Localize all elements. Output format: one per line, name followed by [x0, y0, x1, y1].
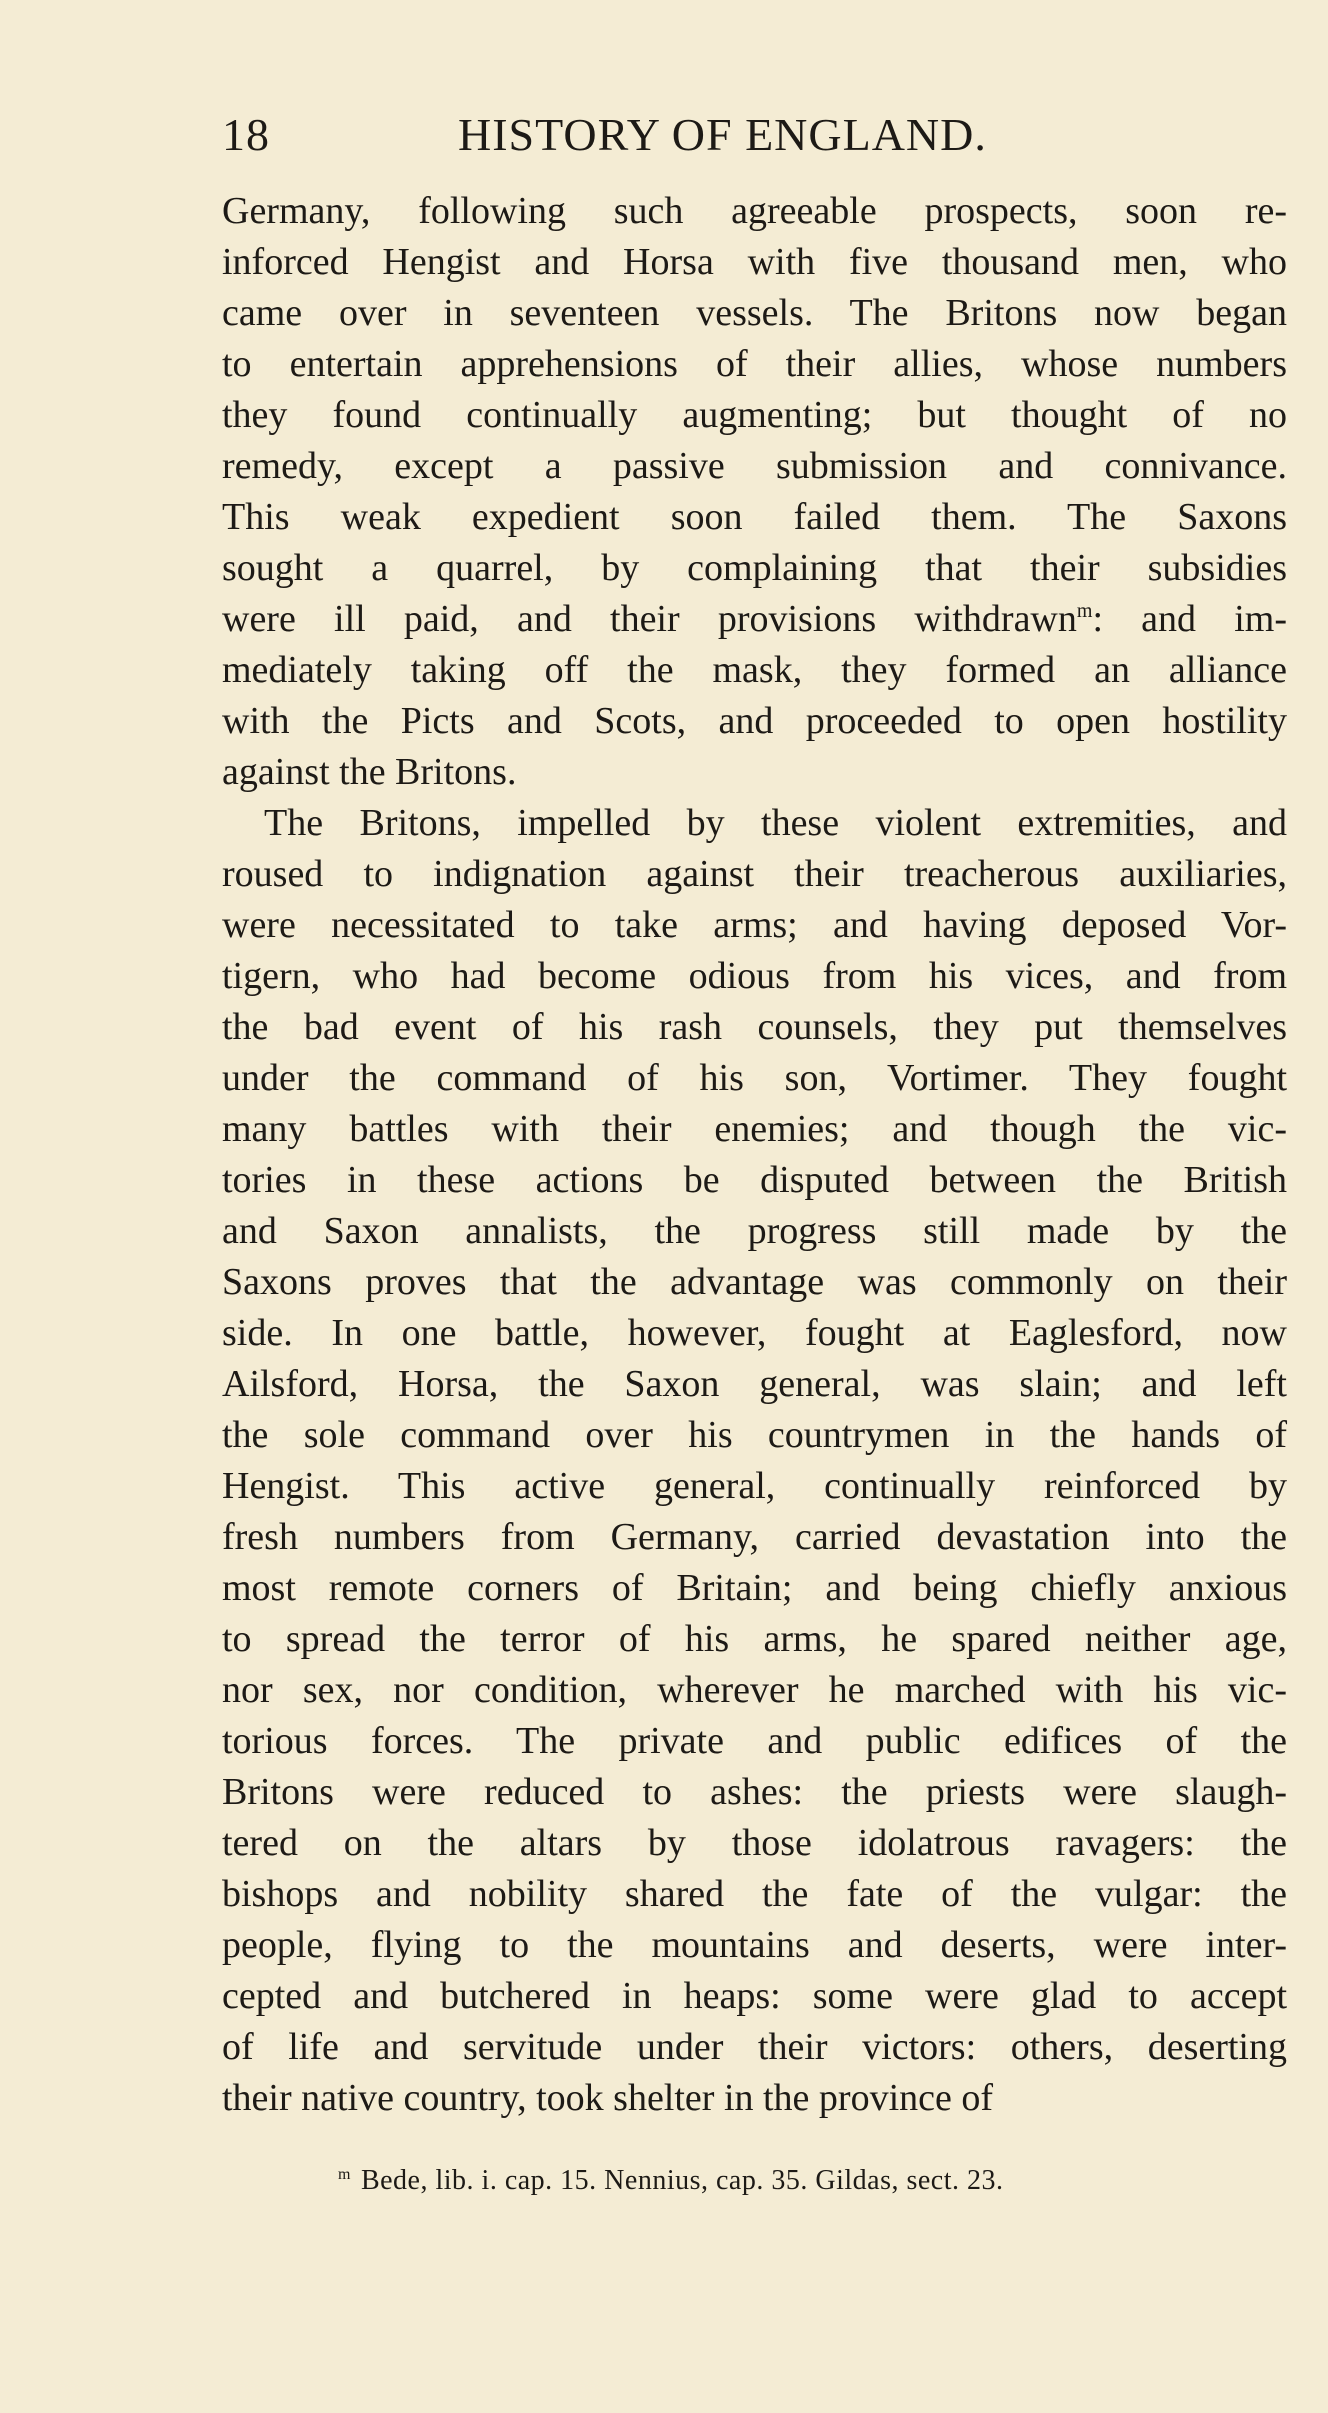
text-line [222, 1359, 1287, 1410]
text-line [222, 1206, 1287, 1257]
line-text: Saxons proves that the advantage was commonly on their [222, 1261, 1287, 1303]
text-line [222, 1716, 1287, 1767]
line-text: came over in seventeen vessels. The Britons now began [222, 292, 1287, 334]
text-line [222, 1002, 1287, 1053]
page-header [222, 108, 1287, 168]
text-line [222, 951, 1287, 1002]
paragraph-1 [222, 186, 1287, 798]
text-line [222, 645, 1287, 696]
text-line [222, 1767, 1287, 1818]
line-text: remedy, except a passive submission and connivance. [222, 445, 1287, 487]
line-text: torious forces. The private and public edifices of the [222, 1720, 1287, 1762]
text-line [222, 1971, 1287, 2022]
line-text: cepted and butchered in heaps: some were glad to accept [222, 1975, 1287, 2017]
footnote-marker: m [338, 2166, 351, 2183]
line-text: tigern, who had become odious from his vices, and from [222, 955, 1287, 997]
running-head: HISTORY OF ENGLAND. [458, 109, 987, 160]
line-text: against the Britons. [222, 751, 517, 793]
line-text: were ill paid, and their provisions withdrawn [222, 598, 1077, 640]
line-text: the sole command over his countrymen in the hands of [222, 1414, 1287, 1456]
body-text [222, 186, 1287, 2124]
line-text: most remote corners of Britain; and being chiefly anxious [222, 1567, 1287, 1609]
text-line [222, 849, 1287, 900]
paragraph-2 [222, 798, 1287, 2124]
line-text: Germany, following such agreeable prospects, soon re- [222, 190, 1287, 232]
line-text: Hengist. This active general, continually reinforced by [222, 1465, 1287, 1507]
line-text: they found continually augmenting; but thought of no [222, 394, 1287, 436]
text-line [222, 1155, 1287, 1206]
line-text: nor sex, nor condition, wherever he marched with his vic- [222, 1669, 1287, 1711]
line-text: sought a quarrel, by complaining that their subsidies [222, 547, 1287, 589]
line-text: to entertain apprehensions of their allies, whose numbers [222, 343, 1287, 385]
line-text: many battles with their enemies; and though the vic- [222, 1108, 1287, 1150]
line-text-tail: : and im- [1092, 598, 1287, 640]
line-text: tered on the altars by those idolatrous ravagers: the [222, 1822, 1287, 1864]
text-line [222, 1869, 1287, 1920]
text-line [222, 798, 1287, 849]
text-line [222, 1410, 1287, 1461]
footnote-text: Bede, lib. i. cap. 15. Nennius, cap. 35. Gildas, sect. 23. [360, 2165, 1004, 2196]
text-line [222, 2022, 1287, 2073]
line-text: their native country, took shelter in the province of [222, 2077, 994, 2119]
line-text: tories in these actions be disputed between the British [222, 1159, 1287, 1201]
text-line [222, 1614, 1287, 1665]
text-line [222, 900, 1287, 951]
line-text: The Britons, impelled by these violent extremities, and [264, 802, 1287, 844]
text-line [222, 747, 1287, 798]
text-line [222, 1920, 1287, 1971]
line-text: inforced Hengist and Horsa with five thousand men, who [222, 241, 1287, 283]
footnote-reference: m [1076, 600, 1093, 622]
text-line [222, 594, 1287, 645]
line-text: under the command of his son, Vortimer. They fought [222, 1057, 1287, 1099]
text-line [222, 339, 1287, 390]
text-line [222, 1461, 1287, 1512]
footnote [338, 2163, 1004, 2199]
line-text: Britons were reduced to ashes: the priests were slaugh- [222, 1771, 1287, 1813]
text-line [222, 1053, 1287, 1104]
text-line [222, 543, 1287, 594]
text-line [222, 696, 1287, 747]
text-line [222, 1512, 1287, 1563]
line-text: of life and servitude under their victors: others, deserting [222, 2026, 1287, 2068]
text-line [222, 1104, 1287, 1155]
line-text: bishops and nobility shared the fate of the vulgar: the [222, 1873, 1287, 1915]
text-line [222, 441, 1287, 492]
text-line [222, 237, 1287, 288]
text-line [222, 1563, 1287, 1614]
line-text: were necessitated to take arms; and having deposed Vor- [222, 904, 1287, 946]
text-line [222, 1308, 1287, 1359]
text-line [222, 1818, 1287, 1869]
line-text: side. In one battle, however, fought at Eaglesford, now [222, 1312, 1287, 1354]
text-line [222, 492, 1287, 543]
text-line [222, 2073, 1287, 2124]
line-text: roused to indignation against their treacherous auxiliaries, [222, 853, 1287, 895]
text-line [222, 1665, 1287, 1716]
line-text: to spread the terror of his arms, he spared neither age, [222, 1618, 1287, 1660]
text-line [222, 288, 1287, 339]
line-text: mediately taking off the mask, they formed an alliance [222, 649, 1287, 691]
page-number: 18 [222, 109, 270, 160]
line-text: and Saxon annalists, the progress still made by the [222, 1210, 1287, 1252]
line-text: people, flying to the mountains and deserts, were inter- [222, 1924, 1287, 1966]
line-text: the bad event of his rash counsels, they put themselves [222, 1006, 1287, 1048]
line-text: Ailsford, Horsa, the Saxon general, was slain; and left [222, 1363, 1287, 1405]
text-line [222, 1257, 1287, 1308]
text-line [222, 390, 1287, 441]
line-text: with the Picts and Scots, and proceeded to open hostility [222, 700, 1287, 742]
line-text: This weak expedient soon failed them. The Saxons [222, 496, 1287, 538]
line-text: fresh numbers from Germany, carried devastation into the [222, 1516, 1287, 1558]
text-line [222, 186, 1287, 237]
